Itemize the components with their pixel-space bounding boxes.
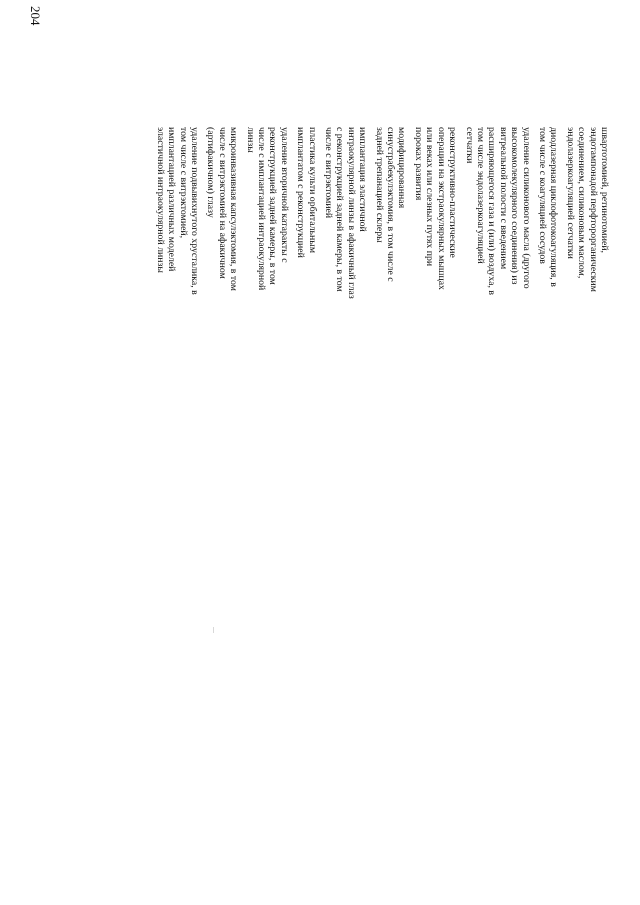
procedure-text-line: швартотомией, ретинотомией, [599, 127, 610, 254]
procedure-text-line: числе с витрэктомией на афакичном [216, 127, 228, 279]
procedure-text-line: синустрабекулэктомия, в том числе с [385, 127, 397, 282]
procedure-text-line: диодлазерная циклофотокоагуляция, в [548, 127, 560, 287]
procedure-entry [373, 127, 407, 627]
procedure-entry [463, 127, 531, 627]
procedure-text-line: эластичной интраокулярной линзы [154, 127, 166, 273]
procedure-text-line: том числе с коагуляцией сосудов [536, 127, 548, 264]
procedure-text-line: задней трепанацией склеры [373, 127, 385, 243]
procedure-text-line: операции на экстраокулярных мышцах [435, 127, 447, 290]
procedure-text-line: числе с витрэктомией [323, 127, 335, 219]
procedure-text-line: удаление силиконового масла (другого [520, 127, 532, 289]
procedure-text-line: или веках или слезных путях при [424, 127, 436, 267]
procedure-text-line: интраокулярной линзы в афакичный глаз [345, 127, 357, 299]
procedure-entry [537, 127, 560, 627]
procedure-text-line: имплантатом с реконструкцией [295, 127, 307, 258]
procedure-text-line: эндотампонадой перфторорганическим [587, 127, 599, 292]
procedure-text-line: реконструкцией задней камеры, в том [267, 127, 279, 285]
procedure-entry [323, 127, 369, 627]
procedure-text-line: высокомолекулярного соединения) из [509, 127, 521, 285]
procedure-text-line: микроинвазивная капсулэктомия, в том [228, 127, 240, 291]
procedure-text-line: расширяющегося газа и (или) воздуха, в [486, 127, 498, 295]
procedure-text-line: витреальной полости с введением [497, 127, 509, 270]
procedure-text-line: числе с имплантацией интраокулярной [256, 127, 268, 291]
procedure-text-line: имплантацией различных моделей [166, 127, 178, 272]
procedure-text-line: пластика культи орбитальным [306, 127, 318, 254]
procedure-text-line: соединением, силиконовым маслом, [576, 127, 588, 279]
procedure-entry [564, 127, 610, 627]
procedure-text-line: том числе с витрэктомией, [177, 127, 189, 239]
procedure-text-line: с реконструкцией задней камеры, в том [334, 127, 346, 292]
procedure-text-line: удаление подвывихнутого хрусталика, в [189, 127, 200, 295]
procedure-text-line: том числе эндолазеркоагуляцией [474, 127, 486, 264]
procedure-text-line: пороках развития [412, 127, 424, 201]
procedure-text-line: имплантация эластичной [357, 127, 369, 232]
procedure-entry [205, 127, 239, 627]
page-number: 204 [28, 6, 43, 26]
procedure-text-line: сетчатки [463, 127, 475, 164]
procedure-entry [154, 127, 200, 627]
procedure-entry [295, 127, 318, 627]
procedure-text-line: эндолазеркоагуляцией сетчатки [564, 127, 576, 259]
procedure-entry [244, 127, 290, 627]
procedure-text-line: реконструктивно-пластические [447, 127, 459, 258]
procedure-list-column [88, 127, 610, 627]
procedure-text-line: модифицированная [396, 127, 408, 209]
scan-mark [213, 627, 214, 633]
procedure-text-line: линзы [244, 127, 256, 153]
procedure-entry [413, 127, 459, 627]
procedure-text-line: удаление вторичной катаракты с [278, 127, 290, 263]
procedure-text-line: (артифакичном) глазу [205, 127, 217, 218]
